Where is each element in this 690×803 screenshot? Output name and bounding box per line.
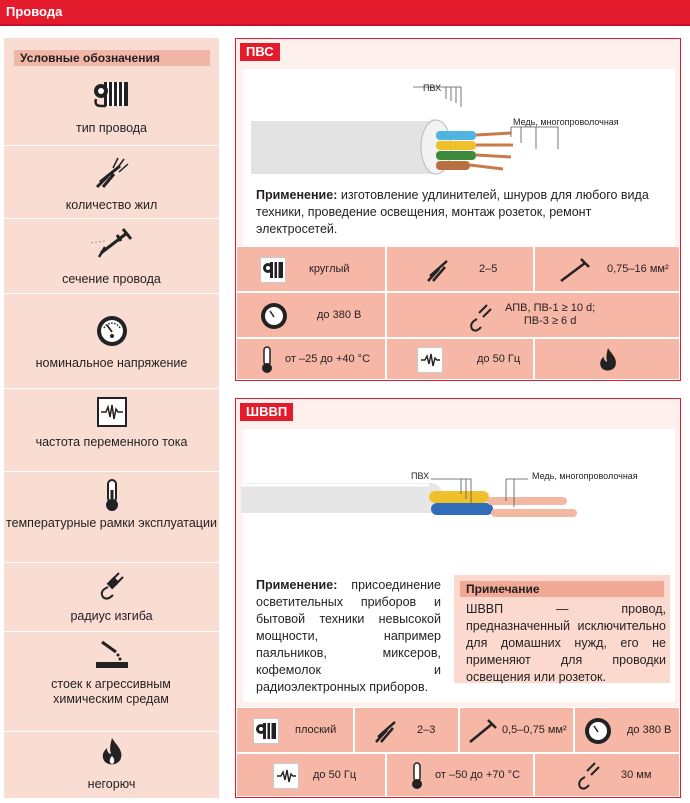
thermometer-icon (409, 761, 425, 791)
pvs-spec-cores-value: 2–5 (479, 263, 498, 275)
legend-label: частота переменного тока (35, 435, 188, 449)
header-divider (0, 24, 690, 26)
shvvp-title: ШВВП (240, 403, 293, 421)
shvvp-application (256, 577, 441, 696)
pvs-title: ПВС (240, 43, 280, 61)
reel-icon (92, 79, 132, 109)
legend-item-temperature (4, 471, 219, 563)
pvs-specs-grid (236, 246, 680, 380)
gauge-icon (95, 314, 129, 348)
caliper-icon (466, 718, 500, 746)
pvs-spec-temperature (236, 338, 386, 380)
wave-icon (417, 347, 443, 373)
legend-label: радиус изгиба (70, 609, 153, 623)
legend-label: негорюч (87, 777, 136, 791)
pvs-application-label: Применение: (256, 188, 338, 202)
flame-icon (597, 346, 619, 374)
caliper-icon (87, 227, 137, 261)
pvs-spec-section (534, 246, 680, 292)
section-header (0, 0, 690, 24)
shvvp-application-label: Применение: (256, 578, 338, 592)
shvvp-spec-frequency (236, 753, 386, 797)
wires-icon (94, 156, 130, 190)
pvs-application-text: изготовление удлинителей, шнуров для любого вида техники, проведение освещения, монтаж розеток, ремонт электросетей. (256, 188, 649, 236)
shvvp-leader-lines (236, 399, 682, 539)
shvvp-spec-cores (354, 707, 459, 753)
flame-icon (99, 736, 125, 768)
pvs-spec-voltage-value: до 380 В (317, 309, 362, 321)
wave-icon (273, 763, 299, 789)
reel-icon (260, 257, 286, 283)
shvvp-spec-type (236, 707, 354, 753)
thermometer-icon (102, 478, 122, 512)
pvs-spec-nonflammable (534, 338, 680, 380)
shvvp-specs-grid (236, 707, 680, 797)
pvs-card (235, 38, 681, 381)
legend-item-section (4, 218, 219, 294)
shvvp-application-text: присоединение осветительных приборов и бытовой техники невысокой мощности, например паяльников, миксеров, кофемолок и радиоэлектронных приборов. (256, 578, 441, 694)
wave-icon (97, 397, 127, 427)
shvvp-spec-bend (534, 753, 680, 797)
legend-title: Условные обозначения (14, 50, 210, 66)
wires-icon (425, 255, 453, 283)
gauge-icon (583, 716, 613, 746)
legend-label: номинальное напряжение (35, 356, 188, 370)
reel-icon (253, 718, 279, 744)
pvs-spec-bend-line1: АПВ, ПВ-1 ≥ 10 d; (505, 302, 596, 314)
shvvp-label-copper: Медь, многопроволочная (532, 471, 638, 481)
shvvp-note-title: Примечание (460, 581, 664, 597)
shvvp-card (235, 398, 681, 798)
shvvp-spec-voltage (574, 707, 680, 753)
pvs-spec-bend-value (505, 302, 595, 328)
pvs-label-copper: Медь, многопроволочная (513, 117, 619, 127)
shvvp-spec-cores-value: 2–3 (417, 724, 436, 736)
plug-icon (97, 569, 127, 601)
plug-icon (575, 761, 601, 791)
legend-item-wire-type (4, 71, 219, 145)
shvvp-spec-type-value: плоский (295, 724, 337, 736)
pvs-spec-voltage (236, 292, 386, 338)
legend-item-bend-radius (4, 562, 219, 632)
legend-label: тип провода (75, 121, 148, 135)
wires-icon (373, 716, 401, 744)
pvs-spec-frequency (386, 338, 534, 380)
caliper-icon (555, 257, 595, 285)
chemical-icon (94, 638, 130, 670)
gauge-icon (259, 301, 289, 331)
legend-label: стоек к агрессивным химическим средам (51, 677, 171, 706)
section-title: Провода (6, 4, 63, 19)
pvs-spec-section-value: 0,75–16 мм² (607, 263, 669, 275)
shvvp-spec-voltage-value: до 380 В (627, 724, 672, 736)
shvvp-spec-bend-value: 30 мм (621, 769, 652, 781)
pvs-spec-bend-line2: ПВ-3 ≥ 6 d (523, 315, 577, 327)
legend-item-chemical (4, 631, 219, 732)
pvs-label-pvc: ПВХ (423, 83, 442, 93)
legend-panel (4, 38, 219, 798)
pvs-application (256, 187, 666, 238)
shvvp-spec-section (459, 707, 574, 753)
shvvp-spec-section-value: 0,5–0,75 мм² (502, 724, 567, 736)
legend-label: сечение провода (62, 272, 161, 286)
plug-icon (467, 303, 493, 333)
pvs-spec-cores (386, 246, 534, 292)
legend-label: температурные рамки эксплуатации (6, 516, 217, 530)
legend-item-frequency (4, 388, 219, 472)
shvvp-spec-temperature-value: от –50 до +70 °C (435, 769, 521, 781)
shvvp-note (454, 575, 670, 683)
pvs-spec-temperature-value: от –25 до +40 °C (285, 353, 371, 365)
shvvp-label-pvc: ПВХ (411, 471, 430, 481)
pvs-spec-bend (386, 292, 680, 338)
shvvp-spec-frequency-value: до 50 Гц (313, 769, 357, 781)
pvs-spec-frequency-value: до 50 Гц (477, 353, 521, 365)
legend-item-cores (4, 145, 219, 219)
thermometer-icon (259, 345, 275, 375)
legend-item-nonflammable (4, 731, 219, 799)
legend-item-voltage (4, 293, 219, 389)
pvs-spec-type (236, 246, 386, 292)
pvs-spec-type-value: круглый (309, 263, 350, 275)
shvvp-spec-temperature (386, 753, 534, 797)
shvvp-note-text: ШВВП — провод, предназначенный исключительно для домашних нужд, его не применяют для проводки освещения или розеток. (466, 602, 666, 684)
legend-label: количество жил (65, 198, 158, 212)
